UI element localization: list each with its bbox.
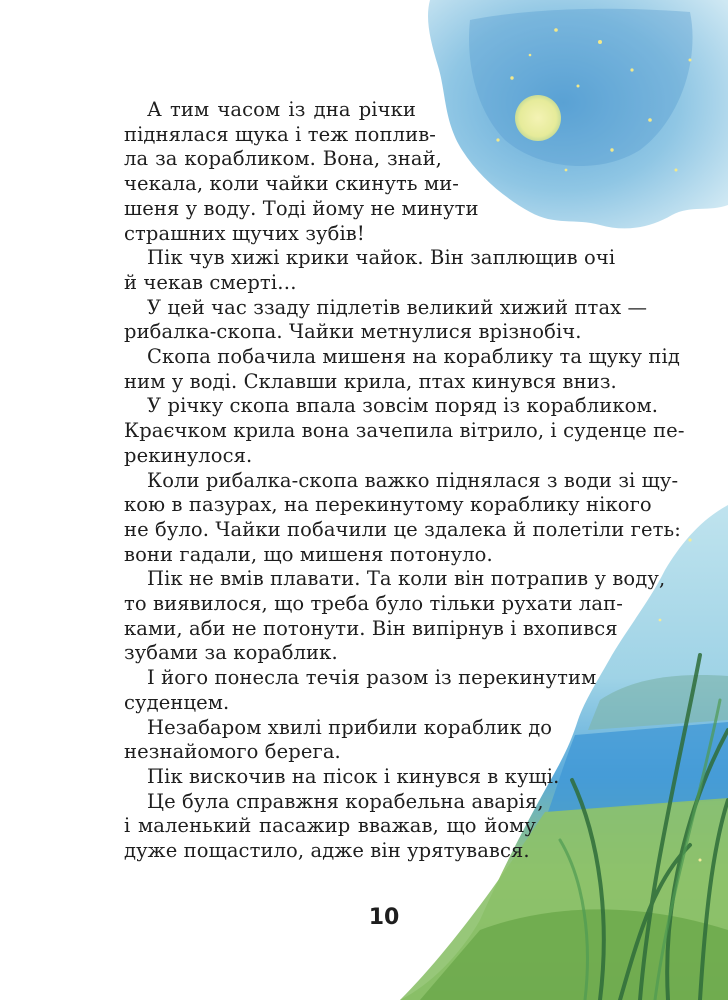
text-line: Коли рибалка-скопа важко піднялася з води зі щу-: [147, 468, 679, 492]
text-line: то виявилося, що треба було тільки рухати лап-: [124, 592, 623, 615]
text-line: страшних щучих зубів!: [124, 221, 365, 245]
text-line: дуже пощастило, адже він урятувався.: [124, 839, 530, 862]
text-line: А тим часом із дна річки: [147, 98, 416, 121]
text-line: Пік чув хижі крики чайок. Він заплющив очі: [147, 246, 616, 270]
page-number: 10: [368, 905, 400, 930]
text-line: рекинулося.: [124, 443, 253, 467]
text-line: вони гадали, що мишеня потонуло.: [124, 542, 493, 566]
text-line: незнайомого берега.: [124, 740, 341, 764]
text-line: й чекав смерті…: [124, 270, 297, 294]
text-line: не було. Чайки побачили це здалека й полетіли геть:: [124, 517, 681, 541]
text-line: ла за корабликом. Вона, знай,: [124, 147, 442, 171]
text-line: Скопа побачила мишеня на кораблику та щуку під: [147, 345, 680, 368]
text-line: Незабаром хвилі прибили кораблик до: [147, 715, 553, 739]
text-line: зубами за кораблик.: [124, 641, 338, 665]
text-line: І його понесла течія разом із перекинутим: [147, 666, 597, 690]
text-line: кою в пазурах, на перекинутому кораблику нікого: [124, 493, 652, 517]
text-line: і маленький пасажир вважав, що йому: [124, 814, 536, 838]
text-line: рибалка-скопа. Чайки метнулися врізнобіч.: [124, 320, 582, 344]
text-line: шеня у воду. Тоді йому не минути: [124, 196, 479, 220]
text-line: Пік не вмів плавати. Та коли він потрапив у воду,: [147, 567, 666, 591]
text-line: У річку скопа впала зовсім поряд із корабликом.: [147, 394, 659, 418]
text-line: У цей час ззаду підлетів великий хижий птах —: [147, 295, 648, 319]
text-line: піднялася щука і теж поплив-: [124, 122, 436, 146]
text-line: суденцем.: [124, 690, 230, 714]
text-line: чекала, коли чайки скинуть ми-: [124, 172, 459, 196]
text-line: Пік вискочив на пісок і кинувся в кущі.: [147, 764, 560, 788]
text-line: ками, аби не потонути. Він випірнув і вхопився: [124, 616, 618, 640]
text-line: Це була справжня корабельна аварія,: [147, 789, 544, 813]
text-line: Краєчком крила вона зачепила вітрило, і суденце пе-: [124, 419, 685, 443]
text-line: ним у воді. Склавши крила, птах кинувся вниз.: [124, 369, 617, 393]
